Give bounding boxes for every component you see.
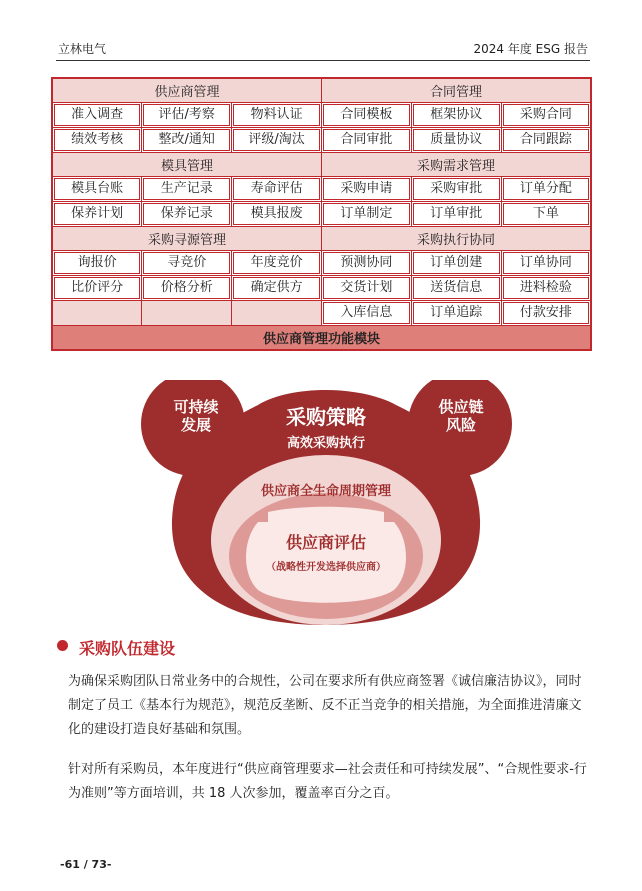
diagram-inner-subtitle: （战略性开发选择供应商）: [266, 562, 386, 573]
module-item: [321, 301, 411, 326]
module-item-label: 准入调查: [54, 104, 140, 126]
section-header-right: 采购需求管理: [321, 153, 591, 177]
module-item-label: 评级/淘汰: [233, 129, 320, 151]
module-item-label: 订单制定: [323, 203, 410, 225]
module-item-label: 订单创建: [413, 252, 500, 274]
page-number: -61 / 73-: [60, 858, 112, 871]
module-item-label: 绩效考核: [54, 129, 140, 151]
module-item-label: 入库信息: [323, 302, 410, 324]
module-item: [52, 251, 142, 276]
diagram-middle-label: 供应商全生命周期管理: [260, 484, 392, 499]
empty-cell: [52, 301, 142, 326]
paragraph-2: 针对所有采购员，本年度进行“供应商管理要求—社会责任和可持续发展”、“合规性要求-行为准则”等方面培训，共 18 人次参加，覆盖率百分之百。: [68, 762, 587, 801]
module-item: [52, 276, 142, 301]
module-item-label: 采购申请: [323, 178, 410, 200]
module-item-label: 寿命评估: [233, 178, 320, 200]
module-item: [321, 177, 411, 202]
diagram-subtitle: 高效采购执行: [286, 436, 366, 451]
module-item: [232, 276, 322, 301]
module-item: [142, 202, 232, 227]
module-item-label: 交货计划: [323, 277, 410, 299]
left-ear-line2: 发展: [180, 416, 212, 434]
module-item-label: 采购审批: [413, 178, 500, 200]
module-item: [411, 276, 501, 301]
module-item: [501, 103, 591, 128]
module-item-label: 生产记录: [143, 178, 230, 200]
module-item-label: 物料认证: [233, 104, 320, 126]
module-item: [501, 177, 591, 202]
module-item: [321, 276, 411, 301]
section-header-right: 采购执行协同: [321, 227, 591, 251]
module-item-label: 采购合同: [503, 104, 589, 126]
module-item: [232, 103, 322, 128]
module-item: [411, 202, 501, 227]
module-item: [232, 128, 322, 153]
module-item-label: 价格分析: [143, 277, 230, 299]
diagram-inner-title: 供应商评估: [285, 533, 367, 552]
module-item: [501, 301, 591, 326]
paragraph-1: 为确保采购团队日常业务中的合规性，公司在要求所有供应商签署《诚信廉洁协议》，同时制定了员工《基本行为规范》，规范反垄断、反不正当竞争的相关措施，为全面推进清廉文化的建设打造良好基础和氛围。: [68, 674, 582, 737]
module-item-label: 下单: [503, 203, 589, 225]
module-item: [232, 177, 322, 202]
left-ear-line1: 可持续: [173, 398, 219, 416]
module-item: [142, 177, 232, 202]
module-item-label: 年度竞价: [233, 252, 320, 274]
module-item-label: 订单协同: [503, 252, 589, 274]
module-item-label: 订单审批: [413, 203, 500, 225]
section-header-left: 采购寻源管理: [52, 227, 321, 251]
right-ear-line1: 供应链: [438, 398, 484, 416]
module-item-label: 寻竞价: [143, 252, 230, 274]
section-header-left: 供应商管理: [52, 78, 321, 103]
module-item-label: 模具台账: [54, 178, 140, 200]
module-item: [232, 251, 322, 276]
section-title: 采购队伍建设: [79, 639, 176, 658]
module-item: [411, 177, 501, 202]
module-item-label: 进料检验: [503, 277, 589, 299]
module-item: [501, 128, 591, 153]
module-item-label: 保养计划: [54, 203, 140, 225]
module-item: [501, 251, 591, 276]
report-title: 2024 年度 ESG 报告: [473, 42, 588, 56]
section-header-right: 合同管理: [321, 78, 591, 103]
module-item-label: 模具报废: [233, 203, 320, 225]
module-item-label: 付款安排: [503, 302, 589, 324]
module-item-label: 框架协议: [413, 104, 500, 126]
module-item: [232, 202, 322, 227]
inner-core: [246, 507, 406, 603]
module-item: [142, 276, 232, 301]
module-item: [52, 128, 142, 153]
module-item: [321, 251, 411, 276]
module-item-label: 整改/通知: [143, 129, 230, 151]
diagram-title: 采购策略: [286, 405, 366, 429]
supplier-modules-table: [51, 77, 592, 351]
module-item-label: 询报价: [54, 252, 140, 274]
module-item: [142, 103, 232, 128]
module-item: [321, 202, 411, 227]
module-item-label: 合同模板: [323, 104, 410, 126]
module-item-label: 保养记录: [143, 203, 230, 225]
module-item: [321, 128, 411, 153]
empty-cell: [232, 301, 322, 326]
module-item-label: 质量协议: [413, 129, 500, 151]
right-ear-line2: 风险: [445, 416, 477, 434]
module-item: [52, 177, 142, 202]
module-item: [411, 103, 501, 128]
module-item-label: 订单追踪: [413, 302, 500, 324]
module-item: [52, 202, 142, 227]
empty-cell: [142, 301, 232, 326]
module-item: [411, 251, 501, 276]
module-item: [501, 276, 591, 301]
module-item-label: 评估/考察: [143, 104, 230, 126]
module-item: [411, 128, 501, 153]
module-item: [501, 202, 591, 227]
module-item-label: 送货信息: [413, 277, 500, 299]
module-item: [142, 128, 232, 153]
module-item-label: 订单分配: [503, 178, 589, 200]
table-footer-title: 供应商管理功能模块: [52, 326, 591, 351]
procurement-strategy-diagram: [0, 380, 642, 630]
module-item: [52, 103, 142, 128]
module-item-label: 合同审批: [323, 129, 410, 151]
module-item: [411, 301, 501, 326]
header-divider: [56, 60, 590, 61]
module-item-label: 比价评分: [54, 277, 140, 299]
module-item: [321, 103, 411, 128]
section-header-left: 模具管理: [52, 153, 321, 177]
module-item: [142, 251, 232, 276]
company-name: 立林电气: [58, 42, 107, 56]
module-item-label: 确定供方: [233, 277, 320, 299]
module-item-label: 预测协同: [323, 252, 410, 274]
module-item-label: 合同跟踪: [503, 129, 589, 151]
section-bullet-icon: [57, 640, 68, 651]
